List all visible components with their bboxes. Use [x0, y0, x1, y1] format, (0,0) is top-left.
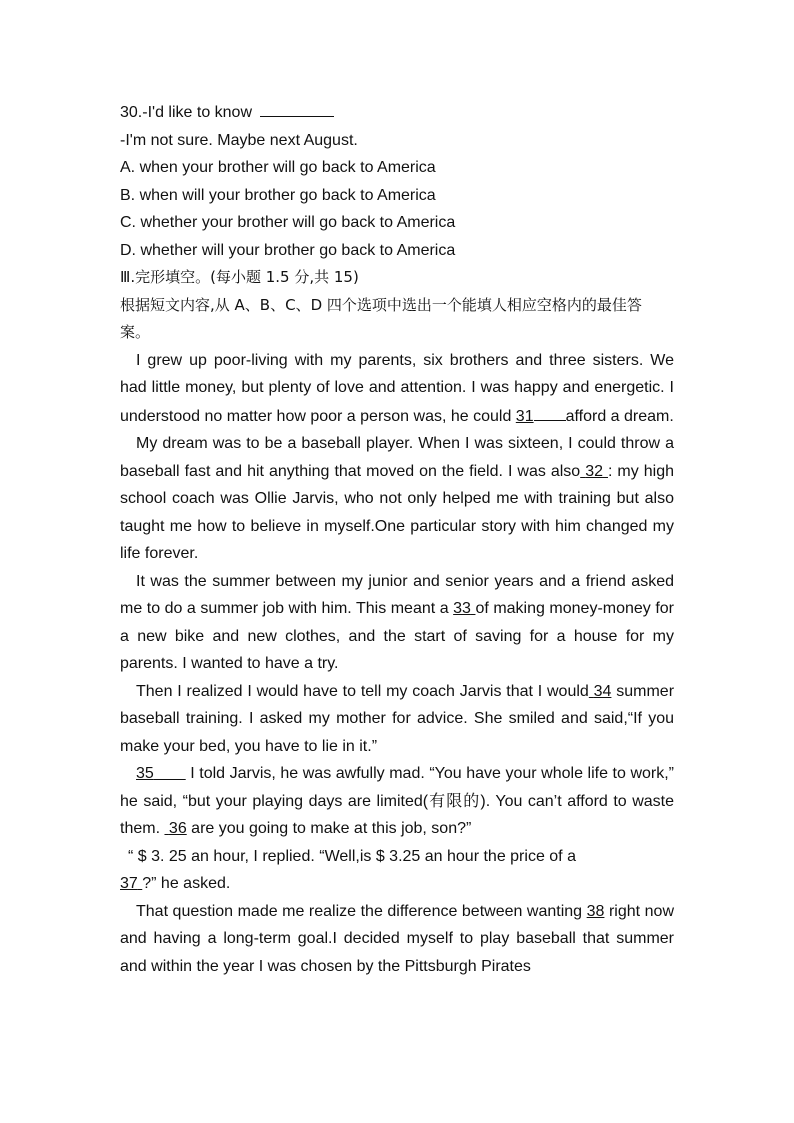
paragraph-6: [120, 843, 674, 898]
paragraph-text: That question made me realize the difference between wanting: [136, 902, 587, 920]
paragraph-text: It was the summer between my junior and senior years and a friend asked me to do a summer job with him. This meant a: [120, 572, 674, 617]
question-reply: -I'm not sure. Maybe next August.: [120, 131, 358, 149]
blank-33: 33: [453, 600, 471, 617]
blank-38: 38: [586, 902, 605, 920]
blank-line: [534, 402, 566, 421]
blank-34: 34: [593, 682, 612, 700]
paragraph-text: I grew up poor-living with my parents, six brothers and three sisters. We had little money, but plenty of love and attention. I was happy and energetic. I understood no matter how poor a person was, he could: [120, 351, 674, 425]
paragraph-text: of making money-money for a new bike and new clothes, and the start of saving for a house for my parents. I wanted to have a try.: [120, 600, 675, 672]
blank-37: 37: [120, 875, 138, 892]
document-page: [120, 98, 674, 980]
paragraph-text: Then I realized I would have to tell my coach Jarvis that I would: [136, 682, 589, 700]
blank-35: 35: [136, 765, 154, 782]
paragraph-2: [120, 430, 674, 568]
blank-31: 31: [515, 407, 534, 425]
paragraph-text: My dream was to be a baseball player. When I was sixteen, I could throw a baseball fast and hit anything that moved on the field. I was also: [120, 435, 674, 480]
paragraph-4: [120, 678, 674, 761]
option-a: A. when your brother will go back to America: [120, 159, 436, 176]
paragraph-text: right now and having a long-term goal.I decided myself to play baseball that summer and within the year I was chosen by the Pittsburgh Pirates: [120, 902, 674, 975]
section-instruction: 根据短文内容,从 A、B、C、D 四个选项中选出一个能填人相应空格内的最佳答: [120, 295, 642, 314]
question-30: [120, 98, 674, 127]
option-b: B. when will your brother go back to America: [120, 186, 436, 204]
paragraph-3: [120, 568, 674, 678]
option-c: C. whether your brother will go back to America: [120, 214, 456, 231]
paragraph-text: I told Jarvis, he was awfully mad. “You have your whole life to work,” he said, “but your playing days are limited(有限的). You can’t afford to waste them.: [120, 765, 674, 837]
answer-blank: [260, 98, 334, 117]
paragraph-text: are you going to make at this job, son?”: [186, 820, 472, 837]
section-instruction-cont: 案。: [120, 323, 151, 341]
paragraph-text: afford a dream.: [565, 407, 674, 425]
paragraph-1: [120, 347, 674, 431]
blank-32: 32: [585, 462, 603, 480]
question-stem: 30.-I'd like to know: [120, 104, 253, 121]
paragraph-text: summer baseball training. I asked my mother for advice. She smiled and said,“If you make your bed, you have to lie in it.”: [120, 682, 675, 755]
paragraph-text: ?” he asked.: [142, 875, 231, 892]
blank-36: 36: [168, 820, 187, 837]
section-heading: Ⅲ.完形填空。(每小题 1.5 分,共 15): [120, 268, 359, 286]
option-d: D. whether will your brother go back to America: [120, 241, 456, 259]
paragraph-7: [120, 898, 674, 981]
paragraph-text: “ $ 3. 25 an hour, I replied. “Well,is $ 3.25 an hour the price of a: [128, 847, 576, 865]
paragraph-5: [120, 760, 674, 843]
paragraph-text: : my high school coach was Ollie Jarvis, who not only helped me with training but also taught me how to believe in myself.One particular story with him changed my life forever.: [120, 462, 674, 562]
